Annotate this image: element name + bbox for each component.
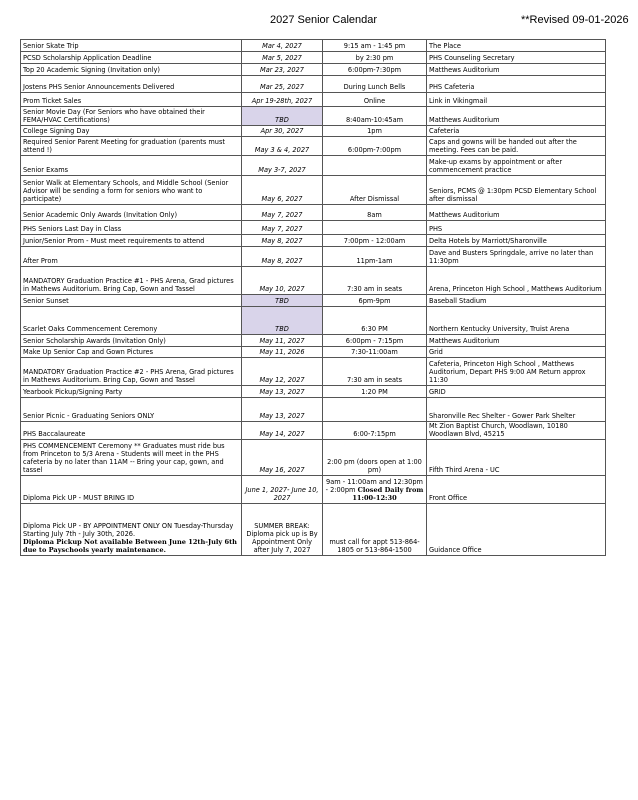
location-cell: Grid bbox=[427, 347, 606, 358]
page-title: 2027 Senior Calendar bbox=[270, 14, 378, 26]
event-cell: Junior/Senior Prom - Must meet requirements to attend bbox=[21, 235, 242, 247]
location-cell: Matthews Auditorium bbox=[427, 335, 606, 347]
time-cell: 7:30-11:00am bbox=[323, 347, 427, 358]
location-cell: Seniors, PCMS @ 1:30pm PCSD Elementary School after dismissal bbox=[427, 176, 606, 205]
location-cell: Arena, Princeton High School , Matthews Auditorium bbox=[427, 267, 606, 295]
location-cell: Sharonville Rec Shelter - Gower Park Shelter bbox=[427, 398, 606, 422]
table-row bbox=[21, 347, 606, 358]
date-cell: Mar 4, 2027 bbox=[242, 40, 323, 52]
date-cell: May 11, 2027 bbox=[242, 335, 323, 347]
time-cell: 7:00pm - 12:00am bbox=[323, 235, 427, 247]
table-row bbox=[21, 76, 606, 93]
table-row bbox=[21, 504, 606, 556]
event-note: Diploma Pickup Not available Between June 12th-July 6th due to Payschools yearly maintenance. bbox=[23, 538, 237, 555]
time-cell: 2:00 pm (doors open at 1:00 pm) bbox=[323, 440, 427, 476]
table-row bbox=[21, 235, 606, 247]
table-row bbox=[21, 307, 606, 335]
table-row bbox=[21, 422, 606, 440]
event-cell: Scarlet Oaks Commencement Ceremony bbox=[21, 307, 242, 335]
table-row bbox=[21, 267, 606, 295]
location-cell: PHS Counseling Secretary bbox=[427, 52, 606, 64]
table-row bbox=[21, 107, 606, 126]
revised-date: **Revised 09-01-2026 bbox=[521, 14, 629, 26]
event-cell: PHS Seniors Last Day in Class bbox=[21, 221, 242, 235]
time-cell: 6:00pm-7:00pm bbox=[323, 137, 427, 156]
time-cell bbox=[323, 156, 427, 176]
event-cell: Make Up Senior Cap and Gown Pictures bbox=[21, 347, 242, 358]
time-cell: 1pm bbox=[323, 126, 427, 137]
location-cell: Mt Zion Baptist Church, Woodlawn, 10180 Woodlawn Blvd, 45215 bbox=[427, 422, 606, 440]
event-cell: College Signing Day bbox=[21, 126, 242, 137]
time-cell bbox=[323, 476, 427, 504]
location-cell: PHS Cafeteria bbox=[427, 76, 606, 93]
location-cell: Make-up exams by appointment or after commencement practice bbox=[427, 156, 606, 176]
event-cell: Required Senior Parent Meeting for graduation (parents must attend !) bbox=[21, 137, 242, 156]
event-text: Diploma Pick UP - BY APPOINTMENT ONLY ON Tuesday-Thursday Starting July 7th - July 30th, 2026. bbox=[23, 521, 234, 538]
table-row bbox=[21, 137, 606, 156]
time-cell: 11pm-1am bbox=[323, 247, 427, 267]
date-cell: TBD bbox=[242, 107, 323, 126]
location-cell: GRID bbox=[427, 386, 606, 398]
date-cell: May 6, 2027 bbox=[242, 176, 323, 205]
date-cell: SUMMER BREAK: Diploma pick up is By Appointment Only after July 7, 2027 bbox=[242, 504, 323, 556]
time-cell: During Lunch Bells bbox=[323, 76, 427, 93]
table-row bbox=[21, 335, 606, 347]
table-row bbox=[21, 93, 606, 107]
table-row bbox=[21, 40, 606, 52]
time-cell: 7:30 am in seats bbox=[323, 358, 427, 386]
event-cell: Senior Academic Only Awards (Invitation Only) bbox=[21, 205, 242, 221]
table-row bbox=[21, 440, 606, 476]
table-row bbox=[21, 476, 606, 504]
location-cell: Matthews Auditorium bbox=[427, 64, 606, 76]
location-cell: Northern Kentucky University, Truist Arena bbox=[427, 307, 606, 335]
table-row bbox=[21, 126, 606, 137]
date-cell: Apr 30, 2027 bbox=[242, 126, 323, 137]
location-cell: Cafeteria, Princeton High School , Matthews Auditorium, Depart PHS 9:00 AM Return approx 11:30 bbox=[427, 358, 606, 386]
table-row bbox=[21, 205, 606, 221]
date-cell: May 3-7, 2027 bbox=[242, 156, 323, 176]
senior-calendar-table bbox=[20, 39, 606, 556]
date-cell: May 14, 2027 bbox=[242, 422, 323, 440]
location-cell: Cafeteria bbox=[427, 126, 606, 137]
table-row bbox=[21, 247, 606, 267]
time-cell: 7:30 am in seats bbox=[323, 267, 427, 295]
time-cell: Online bbox=[323, 93, 427, 107]
date-cell: TBD bbox=[242, 295, 323, 307]
date-cell: Apr 19-28th, 2027 bbox=[242, 93, 323, 107]
table-row bbox=[21, 295, 606, 307]
event-cell: Senior Walk at Elementary Schools, and Middle School (Senior Advisor will be sending a form for seniors who want to participate) bbox=[21, 176, 242, 205]
time-cell: 8:40am-10:45am bbox=[323, 107, 427, 126]
location-cell: Link in Vikingmail bbox=[427, 93, 606, 107]
location-cell: Baseball Stadium bbox=[427, 295, 606, 307]
time-cell: 6:00pm-7:30pm bbox=[323, 64, 427, 76]
date-cell: May 13, 2027 bbox=[242, 386, 323, 398]
date-cell: Mar 25, 2027 bbox=[242, 76, 323, 93]
event-cell: Senior Skate Trip bbox=[21, 40, 242, 52]
location-cell: Delta Hotels by Marriott/Sharonville bbox=[427, 235, 606, 247]
date-cell: May 11, 2026 bbox=[242, 347, 323, 358]
time-cell: 6:30 PM bbox=[323, 307, 427, 335]
event-cell: Top 20 Academic Signing (Invitation only) bbox=[21, 64, 242, 76]
time-closed-note: Closed Daily from 11:00-12:30 bbox=[352, 486, 424, 503]
event-cell: Prom Ticket Sales bbox=[21, 93, 242, 107]
date-cell: Mar 5, 2027 bbox=[242, 52, 323, 64]
table-row bbox=[21, 64, 606, 76]
event-cell: PHS Baccalaureate bbox=[21, 422, 242, 440]
time-cell: 1:20 PM bbox=[323, 386, 427, 398]
location-cell: Fifth Third Arena - UC bbox=[427, 440, 606, 476]
date-cell: May 7, 2027 bbox=[242, 221, 323, 235]
date-cell: May 7, 2027 bbox=[242, 205, 323, 221]
date-cell: May 8, 2027 bbox=[242, 235, 323, 247]
event-cell: Jostens PHS Senior Announcements Delivered bbox=[21, 76, 242, 93]
time-cell: After Dismissal bbox=[323, 176, 427, 205]
table-row bbox=[21, 176, 606, 205]
event-cell: PHS COMMENCEMENT Ceremony ** Graduates must ride bus from Princeton to 5/3 Arena - Students will meet in the PHS cafeteria by no later than 11AM -- Bring your cap, gown, and tassel bbox=[21, 440, 242, 476]
time-cell: 6pm-9pm bbox=[323, 295, 427, 307]
date-cell: May 12, 2027 bbox=[242, 358, 323, 386]
event-cell: Senior Picnic - Graduating Seniors ONLY bbox=[21, 398, 242, 422]
date-cell: Mar 23, 2027 bbox=[242, 64, 323, 76]
event-cell: PCSD Scholarship Application Deadline bbox=[21, 52, 242, 64]
location-cell: Front Office bbox=[427, 476, 606, 504]
location-cell: Dave and Busters Springdale, arrive no later than 11:30pm bbox=[427, 247, 606, 267]
event-cell: Senior Scholarship Awards (Invitation Only) bbox=[21, 335, 242, 347]
date-cell: TBD bbox=[242, 307, 323, 335]
time-hours: 9am - 11:00am and 12:30pm - 2:00pm bbox=[325, 477, 423, 494]
time-cell bbox=[323, 221, 427, 235]
event-cell: Senior Movie Day (For Seniors who have obtained their FEMA/HVAC Certifications) bbox=[21, 107, 242, 126]
time-cell: 6:00pm - 7:15pm bbox=[323, 335, 427, 347]
time-cell: 8am bbox=[323, 205, 427, 221]
location-cell: Matthews Auditorium bbox=[427, 205, 606, 221]
table-row bbox=[21, 52, 606, 64]
event-cell: MANDATORY Graduation Practice #1 - PHS Arena, Grad pictures in Mathews Auditorium. Bring Cap, Gown and Tassel bbox=[21, 267, 242, 295]
location-cell: The Place bbox=[427, 40, 606, 52]
table-row bbox=[21, 386, 606, 398]
time-cell: by 2:30 pm bbox=[323, 52, 427, 64]
table-row bbox=[21, 156, 606, 176]
location-cell: Matthews Auditorium bbox=[427, 107, 606, 126]
date-cell: May 10, 2027 bbox=[242, 267, 323, 295]
location-cell: Guidance Office bbox=[427, 504, 606, 556]
event-cell: After Prom bbox=[21, 247, 242, 267]
table-row bbox=[21, 398, 606, 422]
time-cell bbox=[323, 398, 427, 422]
date-cell: May 16, 2027 bbox=[242, 440, 323, 476]
time-cell: 9:15 am - 1:45 pm bbox=[323, 40, 427, 52]
table-row bbox=[21, 358, 606, 386]
date-cell: May 3 & 4, 2027 bbox=[242, 137, 323, 156]
location-cell: PHS bbox=[427, 221, 606, 235]
event-cell: Senior Sunset bbox=[21, 295, 242, 307]
date-cell: June 1, 2027- June 10, 2027 bbox=[242, 476, 323, 504]
event-cell: Senior Exams bbox=[21, 156, 242, 176]
event-cell: Diploma Pick UP - MUST BRING ID bbox=[21, 476, 242, 504]
date-cell: May 8, 2027 bbox=[242, 247, 323, 267]
event-cell: Yearbook Pickup/Signing Party bbox=[21, 386, 242, 398]
location-cell: Caps and gowns will be handed out after the meeting. Fees can be paid. bbox=[427, 137, 606, 156]
date-cell: May 13, 2027 bbox=[242, 398, 323, 422]
table-row bbox=[21, 221, 606, 235]
time-cell: must call for appt 513-864-1805 or 513-864-1500 bbox=[323, 504, 427, 556]
time-cell: 6:00-7:15pm bbox=[323, 422, 427, 440]
event-cell bbox=[21, 504, 242, 556]
event-cell: MANDATORY Graduation Practice #2 - PHS Arena, Grad pictures in Mathews Auditorium. Bring Cap, Gown and Tassel bbox=[21, 358, 242, 386]
